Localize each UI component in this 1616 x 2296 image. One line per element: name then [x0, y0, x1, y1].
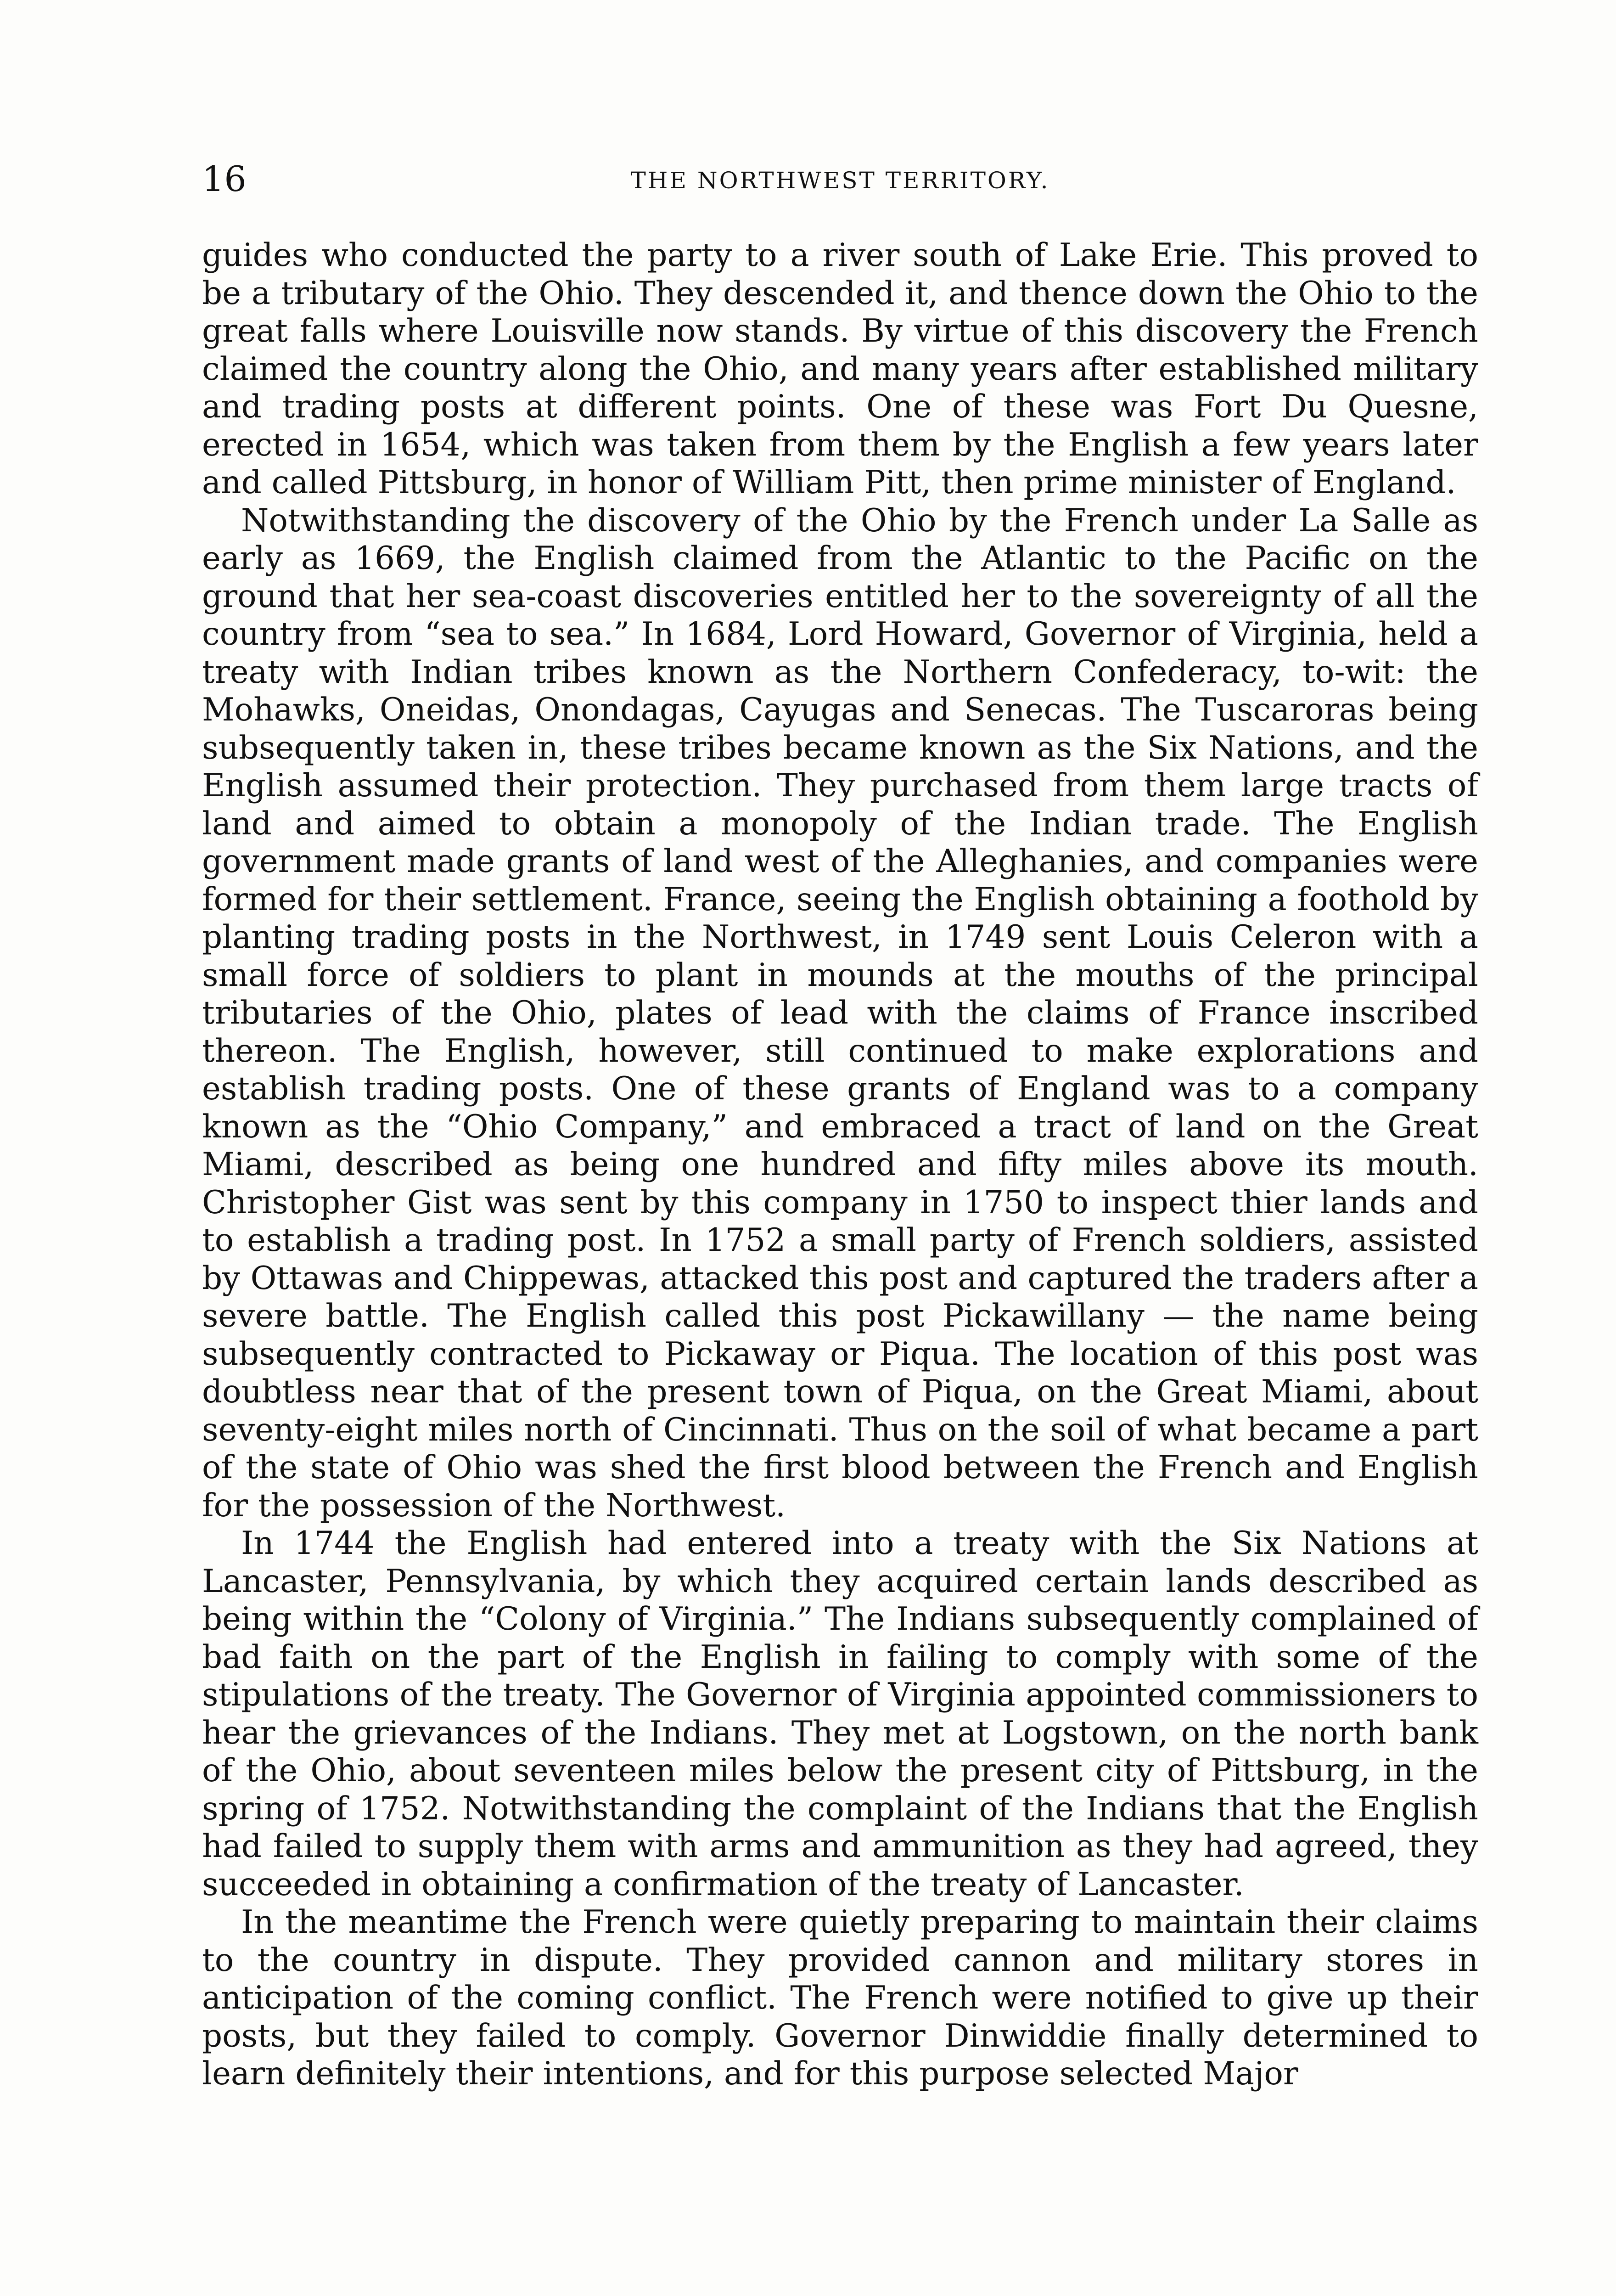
paragraph: In the meantime the French were quietly preparing to maintain their claims to the country in dispute. They provided cannon and military stores in anticipation of the coming conflict. The French were notified to give up their posts, but they failed to comply. Governor Dinwiddie finally determined to learn definitely their intentions, and for this purpose selected Major	[202, 1904, 1478, 2092]
body-text	[202, 236, 1478, 2093]
page-number: 16	[202, 158, 247, 199]
paragraph: guides who conducted the party to a river south of Lake Erie. This proved to be a tributary of the Ohio. They descended it, and thence down the Ohio to the great falls where Louisville now stands. By virtue of this discovery the French claimed the country along the Ohio, and many years after established military and trading posts at different points. One of these was Fort Du Quesne, erected in 1654, which was taken from them by the English a few years later and called Pittsburg, in honor of William Pitt, then prime minister of England.	[202, 237, 1478, 501]
page-header	[202, 158, 1478, 200]
running-head: THE NORTHWEST TERRITORY.	[630, 167, 1050, 194]
paragraph: In 1744 the English had entered into a treaty with the Six Nations at Lancaster, Pennsylvania, by which they acquired certain lands described as being within the “Colony of Virginia.” The Indians subsequently complained of bad faith on the part of the English in failing to comply with some of the stipulations of the treaty. The Governor of Virginia appointed commissioners to hear the grievances of the Indians. They met at Logstown, on the north bank of the Ohio, about seventeen miles below the present city of Pittsburg, in the spring of 1752. Notwithstanding the complaint of the Indians that the English had failed to supply them with arms and ammunition as they had agreed, they succeeded in obtaining a confirmation of the treaty of Lancaster.	[202, 1525, 1478, 1903]
paragraph: Notwithstanding the discovery of the Ohio by the French under La Salle as early as 1669, the English claimed from the Atlantic to the Pacific on the ground that her sea-coast discoveries entitled her to the sovereignty of all the country from “sea to sea.” In 1684, Lord Howard, Governor of Virginia, held a treaty with Indian tribes known as the Northern Confederacy, to-wit: the Mohawks, Oneidas, Onondagas, Cayugas and Senecas. The Tuscaroras being subsequently taken in, these tribes became known as the Six Nations, and the English assumed their protection. They purchased from them large tracts of land and aimed to obtain a monopoly of the Indian trade. The English government made grants of land west of the Alleghanies, and companies were formed for their settlement. France, seeing the English obtaining a foothold by planting trading posts in the Northwest, in 1749 sent Louis Celeron with a small force of soldiers to plant in mounds at the mouths of the principal tributaries of the Ohio, plates of lead with the claims of France inscribed thereon. The English, however, still continued to make explorations and establish trading posts. One of these grants of England was to a company known as the “Ohio Company,” and embraced a tract of land on the Great Miami, described as being one hundred and fifty miles above its mouth. Christopher Gist was sent by this company in 1750 to inspect thier lands and to establish a trading post. In 1752 a small party of French soldiers, assisted by Ottawas and Chippewas, attacked this post and captured the traders after a severe battle. The English called this post Pickawillany — the name being subsequently contracted to Pickaway or Piqua. The location of this post was doubtless near that of the present town of Piqua, on the Great Miami, about seventy-eight miles north of Cincinnati. Thus on the soil of what became a part of the state of Ohio was shed the first blood between the French and English for the possession of the Northwest.	[202, 502, 1478, 1524]
